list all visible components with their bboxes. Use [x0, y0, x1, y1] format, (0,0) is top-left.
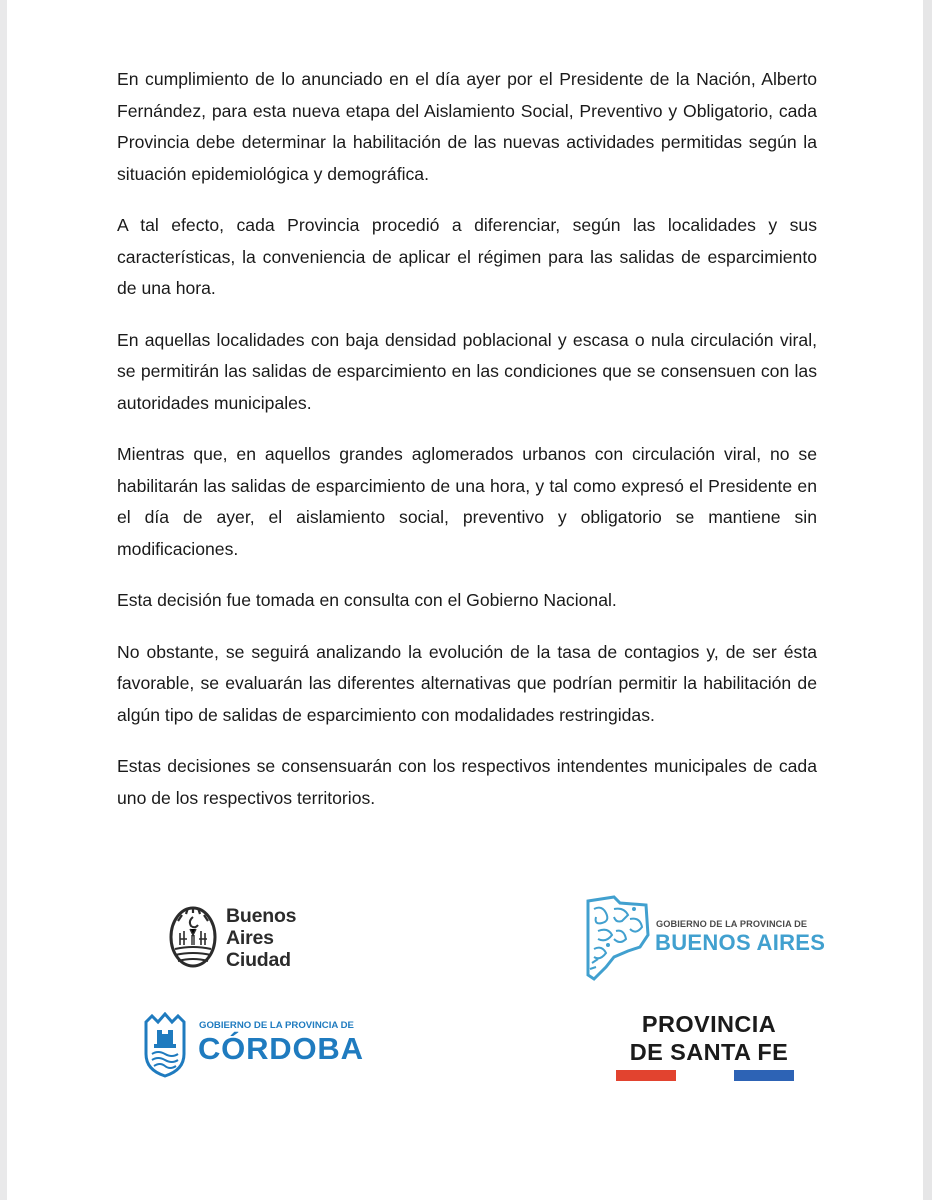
buenos-aires-ciudad-line3: Ciudad [226, 949, 291, 971]
paragraph-6: No obstante, se seguirá analizando la evolución de la tasa de contagios y, de ser ésta favorable, se evaluarán las diferentes alternativas que podrían permitir la habilitación de algún tipo de salidas de esparcimiento con modalidades restringidas. [117, 641, 817, 725]
santa-fe-logo [614, 1010, 804, 1090]
cordoba-shield-icon [140, 1012, 190, 1078]
santa-fe-line2: DE SANTA FE [629, 1039, 789, 1065]
buenos-aires-ciudad-line1: Buenos [226, 905, 297, 927]
provincia-buenos-aires-logo [584, 895, 826, 985]
cordoba-title: CÓRDOBA [198, 1031, 364, 1066]
paragraph-2: A tal efecto, cada Provincia procedió a diferenciar, según las localidades y sus características, la conveniencia de aplicar el régimen para las salidas de esparcimiento de una hora. [117, 215, 817, 298]
buenos-aires-ciudad-line2: Aires [226, 927, 274, 949]
paragraph-5: Esta decisión fue tomada en consulta con el Gobierno Nacional. [117, 590, 617, 610]
provincia-buenos-aires-title: BUENOS AIRES [655, 930, 826, 955]
cordoba-subtitle: GOBIERNO DE LA PROVINCIA DE [199, 1020, 354, 1031]
provincia-buenos-aires-subtitle: GOBIERNO DE LA PROVINCIA DE [656, 919, 808, 929]
paragraph-4: Mientras que, en aquellos grandes aglomerados urbanos con circulación viral, no se habilitarán las salidas de esparcimiento de una hora, y tal como expresó el Presidente en el día de ayer, el aislamiento social, preventivo y obligatorio se mantiene sin modificaciones. [117, 444, 817, 559]
cordoba-logo [140, 1012, 364, 1082]
page-left-edge [0, 0, 7, 1200]
santa-fe-line1: PROVINCIA [641, 1011, 777, 1037]
paragraph-7: Estas decisiones se consensuarán con los respectivos intendentes municipales de cada uno de los respectivos territorios. [117, 756, 817, 808]
paragraph-3: En aquellas localidades con baja densidad poblacional y escasa o nula circulación viral, se permitirán las salidas de esparcimiento en las condiciones que se consensuen con las autoridades municipales. [117, 329, 817, 413]
document-body [117, 64, 817, 834]
page-right-edge [923, 0, 932, 1200]
city-shield-icon [168, 905, 218, 969]
province-map-icon [584, 895, 650, 983]
santa-fe-blue-bar [734, 1070, 794, 1081]
buenos-aires-ciudad-logo [168, 903, 328, 973]
santa-fe-red-bar [616, 1070, 676, 1081]
paragraph-1: En cumplimiento de lo anunciado en el día ayer por el Presidente de la Nación, Alberto Fernández, para esta nueva etapa del Aislamiento Social, Preventivo y Obligatorio, cada Provincia debe determinar la habilitación de las nuevas actividades permitidas según la situación epidemiológica y demográfica. [117, 69, 817, 184]
